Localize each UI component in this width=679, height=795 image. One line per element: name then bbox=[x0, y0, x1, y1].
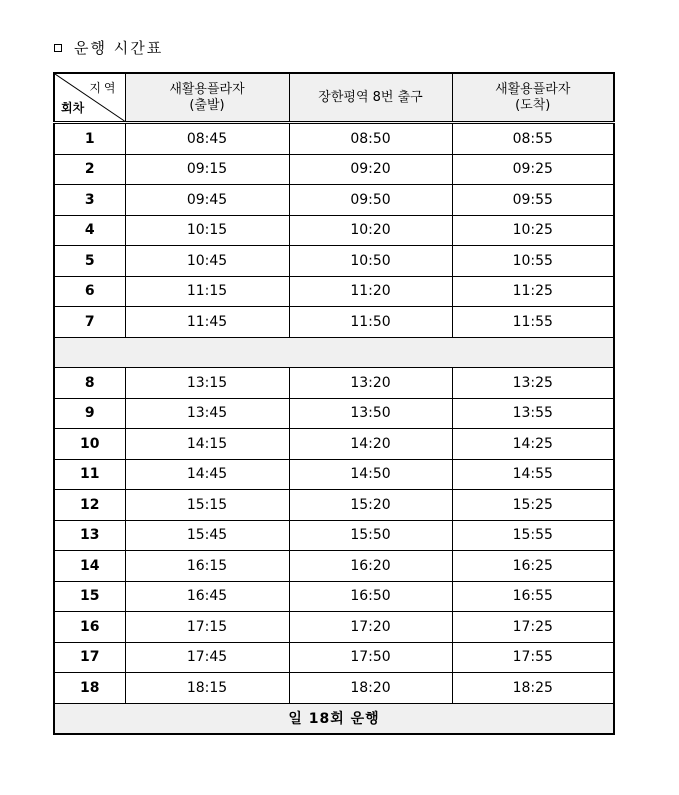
time-cell: 10:20 bbox=[289, 215, 452, 246]
morning-rows bbox=[54, 123, 614, 338]
timetable bbox=[53, 72, 615, 735]
time-cell: 10:55 bbox=[452, 246, 614, 277]
round-number-cell: 16 bbox=[54, 612, 125, 643]
time-cell: 16:20 bbox=[289, 551, 452, 582]
region-label: 지역 bbox=[89, 81, 119, 95]
time-cell: 16:45 bbox=[125, 581, 289, 612]
time-cell: 13:25 bbox=[452, 368, 614, 399]
round-number-cell: 4 bbox=[54, 215, 125, 246]
round-number-cell: 12 bbox=[54, 490, 125, 521]
table-row bbox=[54, 673, 614, 704]
time-cell: 18:20 bbox=[289, 673, 452, 704]
time-cell: 15:25 bbox=[452, 490, 614, 521]
round-number-cell: 1 bbox=[54, 123, 125, 155]
table-row bbox=[54, 154, 614, 185]
break-row bbox=[54, 337, 614, 368]
round-number-cell: 18 bbox=[54, 673, 125, 704]
time-cell: 09:20 bbox=[289, 154, 452, 185]
table-row bbox=[54, 368, 614, 399]
time-cell: 09:45 bbox=[125, 185, 289, 216]
time-cell: 13:55 bbox=[452, 398, 614, 429]
time-cell: 10:45 bbox=[125, 246, 289, 277]
table-row bbox=[54, 429, 614, 460]
section-title: 운행 시간표 bbox=[74, 38, 164, 57]
corner-header-cell bbox=[54, 73, 125, 123]
time-cell: 08:50 bbox=[289, 123, 452, 155]
time-cell: 15:15 bbox=[125, 490, 289, 521]
table-row bbox=[54, 459, 614, 490]
time-cell: 18:25 bbox=[452, 673, 614, 704]
time-cell: 17:50 bbox=[289, 642, 452, 673]
table-row bbox=[54, 490, 614, 521]
column-header-arrival bbox=[452, 73, 614, 123]
time-cell: 14:15 bbox=[125, 429, 289, 460]
round-number-cell: 3 bbox=[54, 185, 125, 216]
table-row bbox=[54, 398, 614, 429]
time-cell: 16:50 bbox=[289, 581, 452, 612]
time-cell: 11:20 bbox=[289, 276, 452, 307]
round-label: 회차 bbox=[61, 101, 85, 115]
afternoon-rows bbox=[54, 368, 614, 704]
time-cell: 15:20 bbox=[289, 490, 452, 521]
column-header-stop bbox=[289, 73, 452, 123]
footer-summary: 일 18회 운행 bbox=[54, 703, 614, 734]
column-header-departure bbox=[125, 73, 289, 123]
time-cell: 11:45 bbox=[125, 307, 289, 338]
time-cell: 10:25 bbox=[452, 215, 614, 246]
time-cell: 17:45 bbox=[125, 642, 289, 673]
time-cell: 09:25 bbox=[452, 154, 614, 185]
section-heading bbox=[54, 36, 163, 58]
round-number-cell: 13 bbox=[54, 520, 125, 551]
time-cell: 11:15 bbox=[125, 276, 289, 307]
table-row bbox=[54, 215, 614, 246]
round-number-cell: 11 bbox=[54, 459, 125, 490]
table-row bbox=[54, 307, 614, 338]
time-cell: 17:55 bbox=[452, 642, 614, 673]
column-header-line1: 새활용플라자 bbox=[169, 81, 245, 97]
time-cell: 17:15 bbox=[125, 612, 289, 643]
round-number-cell: 15 bbox=[54, 581, 125, 612]
time-cell: 10:50 bbox=[289, 246, 452, 277]
column-header-line2: (출발) bbox=[189, 97, 225, 113]
time-cell: 15:55 bbox=[452, 520, 614, 551]
time-cell: 16:55 bbox=[452, 581, 614, 612]
table-row bbox=[54, 612, 614, 643]
time-cell: 14:25 bbox=[452, 429, 614, 460]
break-section bbox=[54, 337, 614, 368]
time-cell: 10:15 bbox=[125, 215, 289, 246]
time-cell: 13:50 bbox=[289, 398, 452, 429]
round-number-cell: 2 bbox=[54, 154, 125, 185]
time-cell: 09:50 bbox=[289, 185, 452, 216]
time-cell: 16:15 bbox=[125, 551, 289, 582]
round-number-cell: 5 bbox=[54, 246, 125, 277]
table-row bbox=[54, 185, 614, 216]
time-cell: 09:55 bbox=[452, 185, 614, 216]
table-row bbox=[54, 581, 614, 612]
round-number-cell: 10 bbox=[54, 429, 125, 460]
time-cell: 11:55 bbox=[452, 307, 614, 338]
time-cell: 14:45 bbox=[125, 459, 289, 490]
table-row bbox=[54, 246, 614, 277]
time-cell: 09:15 bbox=[125, 154, 289, 185]
table-row bbox=[54, 276, 614, 307]
time-cell: 18:15 bbox=[125, 673, 289, 704]
time-cell: 13:45 bbox=[125, 398, 289, 429]
header-row bbox=[54, 73, 614, 123]
footer-row bbox=[54, 703, 614, 734]
round-number-cell: 7 bbox=[54, 307, 125, 338]
time-cell: 13:15 bbox=[125, 368, 289, 399]
time-cell: 14:20 bbox=[289, 429, 452, 460]
table-row bbox=[54, 551, 614, 582]
round-number-cell: 8 bbox=[54, 368, 125, 399]
round-number-cell: 9 bbox=[54, 398, 125, 429]
table-row bbox=[54, 520, 614, 551]
round-number-cell: 14 bbox=[54, 551, 125, 582]
time-cell: 14:55 bbox=[452, 459, 614, 490]
time-cell: 11:25 bbox=[452, 276, 614, 307]
break-cell bbox=[54, 337, 614, 368]
square-bullet-icon bbox=[54, 44, 62, 52]
column-header-line2: (도착) bbox=[515, 97, 551, 113]
time-cell: 17:25 bbox=[452, 612, 614, 643]
time-cell: 15:50 bbox=[289, 520, 452, 551]
table-row bbox=[54, 123, 614, 155]
time-cell: 15:45 bbox=[125, 520, 289, 551]
column-header-line1: 새활용플라자 bbox=[495, 81, 571, 97]
round-number-cell: 17 bbox=[54, 642, 125, 673]
time-cell: 11:50 bbox=[289, 307, 452, 338]
time-cell: 16:25 bbox=[452, 551, 614, 582]
time-cell: 14:50 bbox=[289, 459, 452, 490]
time-cell: 13:20 bbox=[289, 368, 452, 399]
table-row bbox=[54, 642, 614, 673]
time-cell: 08:55 bbox=[452, 123, 614, 155]
time-cell: 08:45 bbox=[125, 123, 289, 155]
round-number-cell: 6 bbox=[54, 276, 125, 307]
time-cell: 17:20 bbox=[289, 612, 452, 643]
column-header-line1: 장한평역 8번 출구 bbox=[318, 89, 423, 105]
